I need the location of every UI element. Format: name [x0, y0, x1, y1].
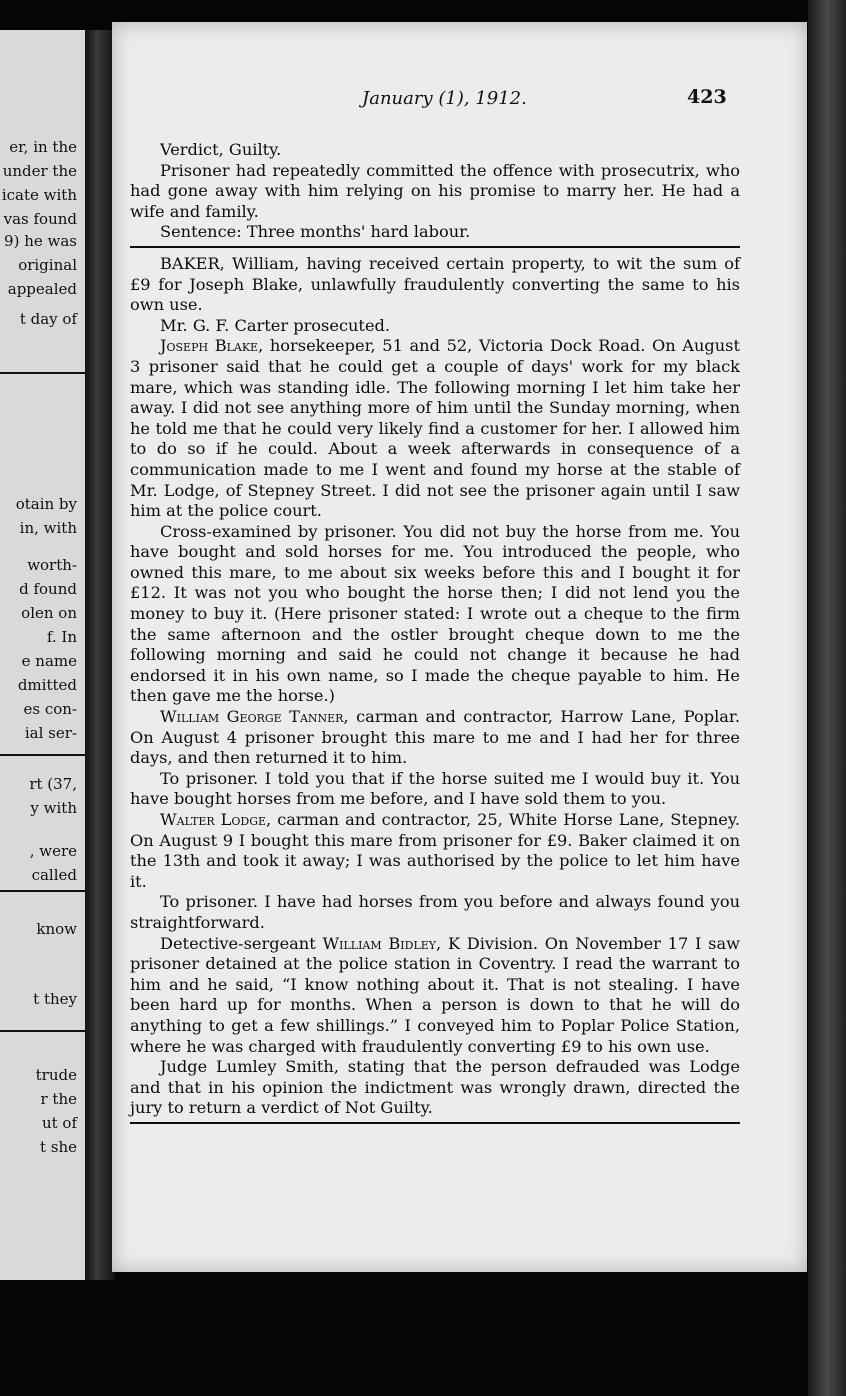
charge-text: having received certain property, to wit the sum of £9 for Joseph Blake, unlawfully fraudulently converting the same to his own use.	[130, 253, 740, 315]
facing-page-rule	[0, 1030, 85, 1032]
cross-examination: To prisoner. I have had horses from you before and always found you straightforward.	[130, 892, 740, 932]
facing-page-text: t she	[39, 1138, 77, 1156]
facing-page-text: d found	[19, 580, 77, 598]
witness-testimony	[130, 810, 740, 892]
page-body	[130, 140, 740, 1130]
facing-page-text: er, in the	[9, 138, 77, 156]
prosecution: Mr. G. F. Carter prosecuted.	[160, 315, 391, 335]
facing-page-text: t day of	[19, 310, 77, 328]
witness-name: William Bidley,	[322, 933, 442, 953]
facing-page-text: worth-	[27, 556, 77, 574]
witness-name: Walter Lodge,	[160, 810, 272, 829]
book-page	[112, 22, 807, 1272]
witness-name: William George Tanner,	[160, 707, 349, 727]
facing-page-text: in, with	[19, 519, 77, 537]
facing-page-rule	[0, 372, 85, 374]
facing-page-text: 9) he was	[4, 232, 77, 250]
facing-page-text: otain by	[15, 495, 77, 513]
facing-page-text: f. In	[46, 628, 77, 646]
verdict: Verdict, Guilty.	[160, 140, 282, 159]
facing-page-text: rt (37,	[29, 775, 77, 793]
sentence: Sentence: Three months' hard labour.	[160, 222, 471, 242]
witness-testimony	[130, 934, 740, 1058]
facing-page-text: trude	[35, 1066, 77, 1084]
facing-page-text: know	[36, 920, 77, 938]
case-divider	[130, 246, 740, 248]
case-note: Prisoner had repeatedly committed the offence with prosecutrix, who had gone away with him relying on his promise to marry her. He had a wife and family.	[130, 160, 740, 221]
facing-page-text: ut of	[41, 1114, 77, 1132]
facing-page-text: r the	[40, 1090, 77, 1108]
facing-page-text: called	[31, 866, 77, 884]
case-divider	[130, 1122, 740, 1124]
witness-testimony	[130, 707, 740, 769]
facing-page	[0, 30, 88, 1280]
running-head: January (1), 1912.	[362, 88, 527, 109]
facing-page-text: es con-	[23, 700, 77, 718]
book-edge	[808, 0, 846, 1396]
facing-page-text: , were	[29, 842, 77, 860]
page-number: 423	[687, 86, 727, 108]
defendant-name: BAKER, William,	[160, 253, 300, 273]
testimony-text: horsekeeper, 51 and 52, Victoria Dock Road. On August 3 prisoner said that he could get a couple of days' work for my black mare, which was standing idle. The following morning I let him take her away. I did not see anything more of him until the Sunday morning, when he told me that he could very likely find a customer for her. I allowed him to do so if he could. About a week afterwards in consequence of a communication made to me I went and found my horse at the stable of Mr. Lodge, of Stepney Street. I did not see the prisoner again until I saw him at the police court.	[130, 336, 740, 521]
facing-page-rule	[0, 890, 85, 892]
facing-page-text: dmitted	[17, 676, 77, 694]
cross-examination: Cross-examined by prisoner. You did not buy the horse from me. You have bought and sold horses for me. You introduced the people, who owned this mare, to me about six weeks before this and I bought it for £12. It was not you who bought the horse then; I did not lend you the money to buy it. (Here prisoner stated: I wrote out a cheque to the firm the same afternoon and the ostler brought cheque down to me the following morning and said he could not change it because he had endorsed it in his own name, so I made the cheque payable to him. He then gave me the horse.)	[130, 521, 740, 706]
facing-page-text: t they	[33, 990, 77, 1008]
page-header	[112, 88, 807, 116]
testimony-text: carman and contractor, Harrow Lane, Poplar. On August 4 prisoner brought this mare to me and I had her for three days, and then returned it to him.	[130, 707, 741, 768]
testimony-text: K Division. On November 17 I saw prisoner detained at the police station in Coventry. I read the warrant to him and he said, “I know nothing about it. That is not stealing. I have been hard up for months. When a person is down to that he will do anything to get a few shillings.” I conveyed him to Poplar Police Station, where he was charged with fraudulently converting £9 to his own use.	[130, 933, 740, 1056]
facing-page-text: olen on	[21, 604, 77, 622]
testimony-text: carman and contractor, 25, White Horse Lane, Stepney. On August 9 I bought this mare from prisoner for £9. Baker claimed it on the 13th and took it away; I was authorised by the police to let him have it.	[130, 810, 740, 891]
cross-examination: To prisoner. I told you that if the horse suited me I would buy it. You have bought horses from me before, and I have sold them to you.	[130, 768, 740, 809]
charge	[130, 254, 740, 316]
witness-rank: Detective-sergeant	[160, 933, 316, 953]
facing-page-text: e name	[21, 652, 77, 670]
facing-page-text: under the	[2, 162, 77, 180]
witness-testimony	[130, 336, 740, 521]
facing-page-text: vas found	[3, 210, 77, 228]
facing-page-text: icate with	[1, 186, 77, 204]
facing-page-rule	[0, 754, 85, 756]
facing-page-text: original	[18, 256, 77, 274]
judgment: Judge Lumley Smith, stating that the person defrauded was Lodge and that in his opinion the indictment was wrongly drawn, directed the jury to return a verdict of Not Guilty.	[130, 1057, 740, 1118]
facing-page-text: y with	[30, 799, 77, 817]
facing-page-text: appealed	[7, 280, 77, 298]
book-gutter	[85, 30, 115, 1280]
facing-page-text: ial ser-	[24, 724, 77, 742]
witness-name: Joseph Blake,	[160, 336, 264, 356]
